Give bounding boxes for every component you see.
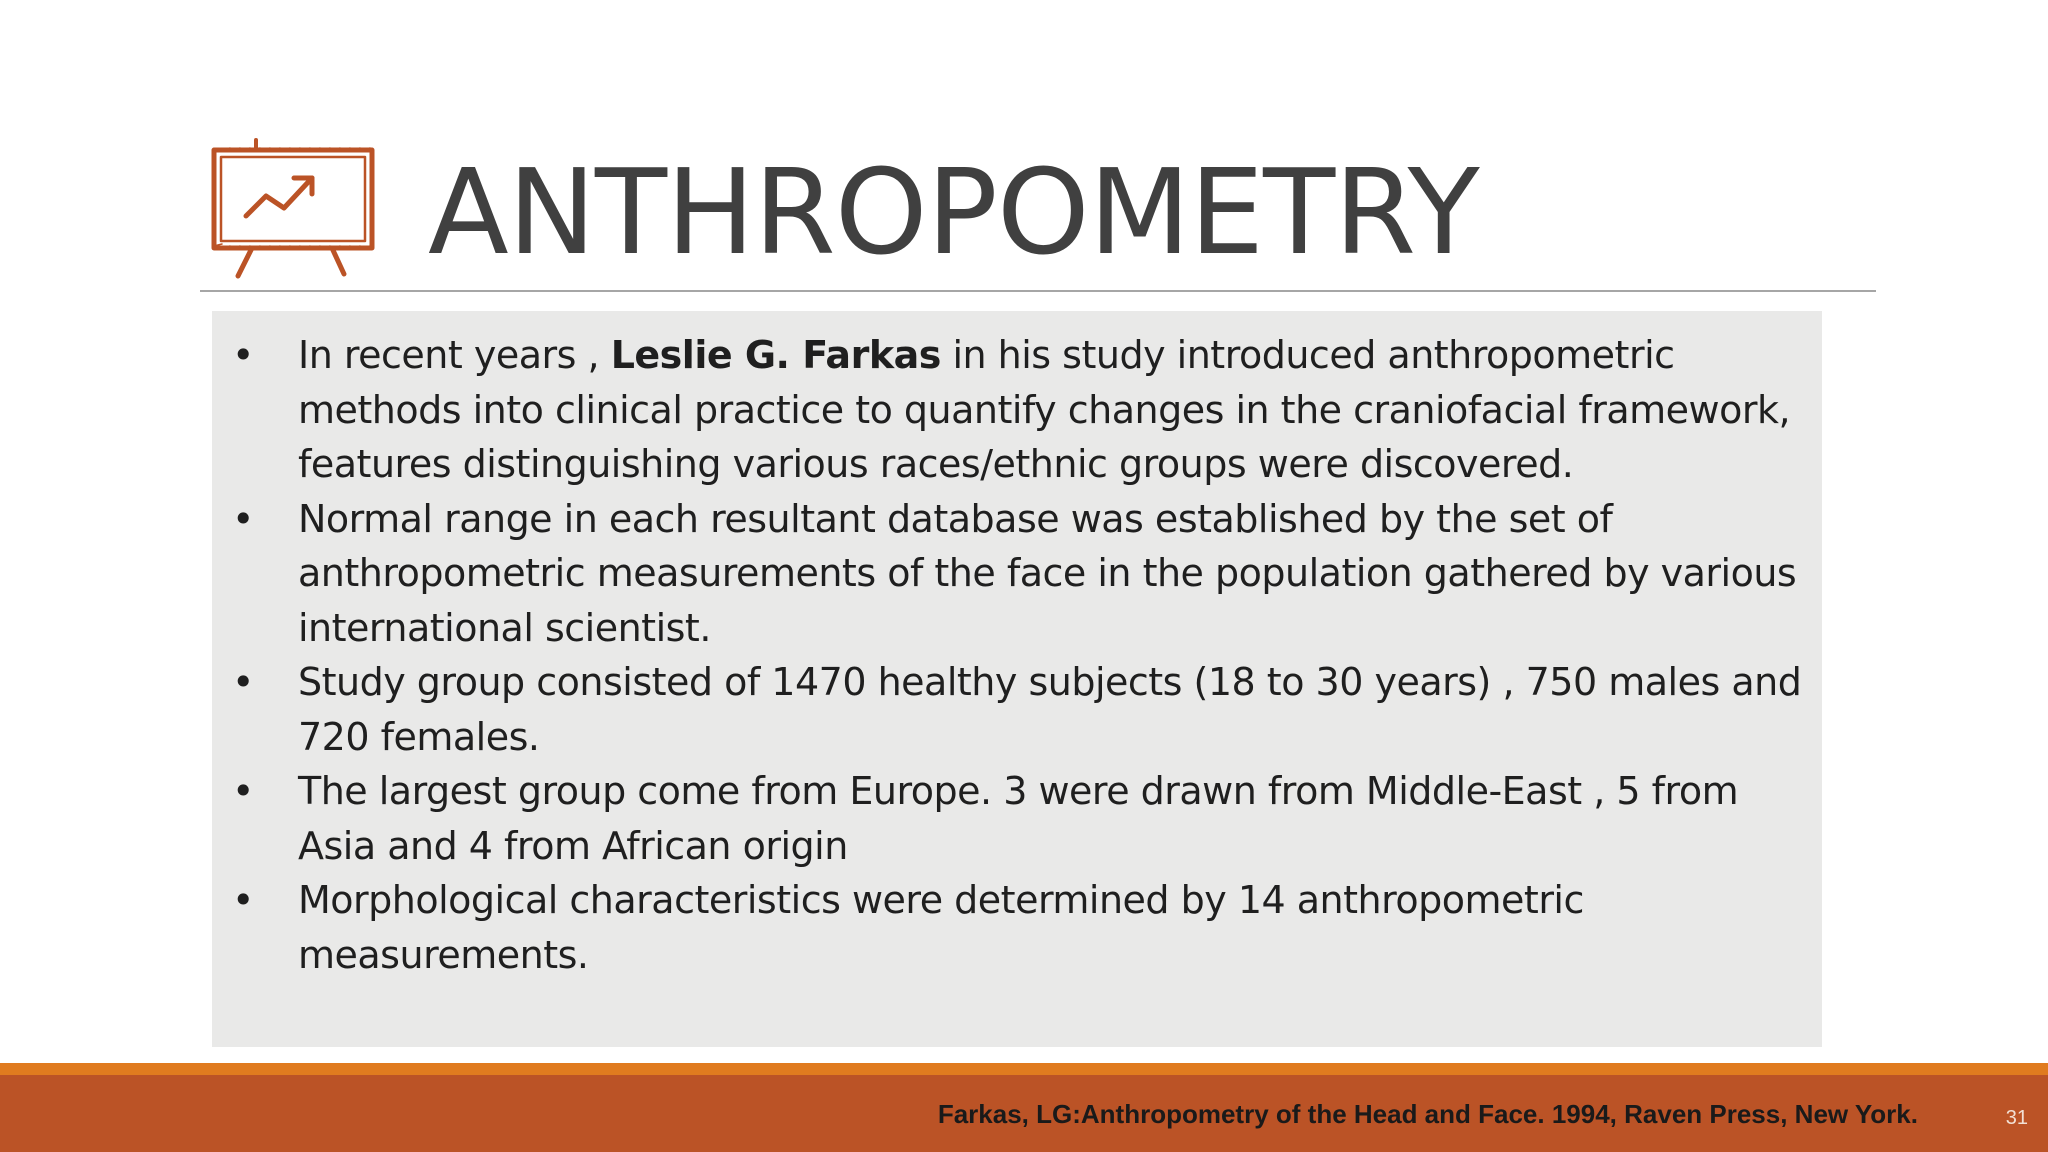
bullet-text: In recent years , (298, 333, 611, 377)
bullet-text: Morphological characteristics were determined by 14 anthropometric measurements. (298, 878, 1584, 977)
bullet-text: The largest group come from Europe. 3 were drawn from Middle-East , 5 from Asia and 4 from African origin (298, 769, 1739, 868)
bullet-marker: • (232, 333, 254, 377)
bullet-item (212, 764, 1822, 873)
bullet-text: Study group consisted of 1470 healthy subjects (18 to 30 years) , 750 males and 720 females. (298, 660, 1802, 759)
bullet-text: Normal range in each resultant database was established by the set of anthropometric measurements of the face in the population gathered by various international scientist. (298, 496, 1797, 650)
bullet-item (212, 492, 1822, 656)
page-number: 31 (2005, 1107, 2028, 1129)
author-name: Leslie G. Farkas (610, 333, 941, 377)
title-divider (200, 290, 1876, 292)
slide-title: ANTHROPOMETRY (428, 143, 1479, 281)
content-panel (212, 311, 1822, 1047)
bullet-item (212, 328, 1822, 492)
bullet-marker: • (232, 878, 254, 922)
footer-citation: Farkas, LG:Anthropometry of the Head and Face. 1994, Raven Press, New York. (937, 1099, 1918, 1129)
bullet-marker: • (232, 660, 254, 704)
footer-accent-stripe (0, 1063, 2048, 1075)
bullet-text: in his study introduced anthropometric methods into clinical practice to quantify changes in the craniofacial framework, features distinguishing various races/ethnic groups were discovered. (298, 333, 1791, 486)
bullet-list (212, 328, 1822, 982)
bullet-marker: • (232, 769, 254, 813)
bullet-marker: • (232, 496, 254, 541)
bullet-item (212, 655, 1822, 764)
bullet-item (212, 873, 1822, 982)
presentation-chart-icon (208, 136, 378, 284)
